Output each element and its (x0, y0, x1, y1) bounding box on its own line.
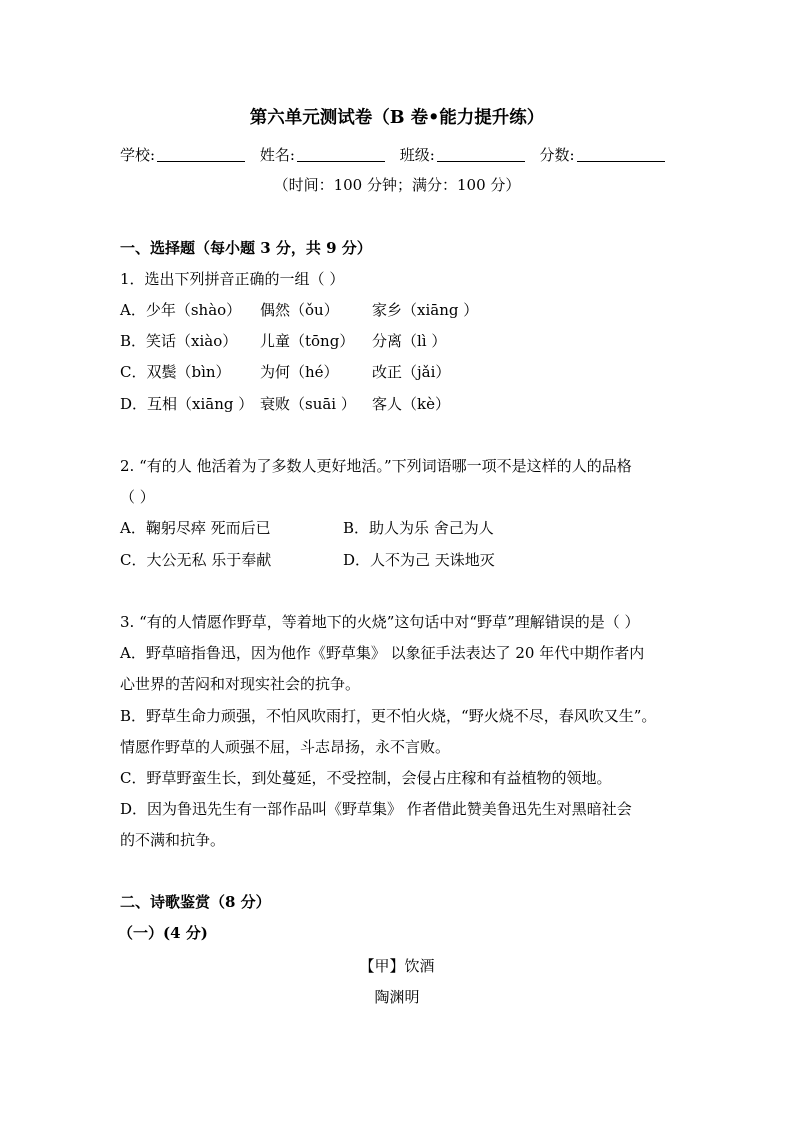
q2-option-d[interactable]: D．人不为己 天诛地灭 (343, 551, 495, 569)
poem-author: 陶渊明 (374, 988, 420, 1006)
q1-stem: 1．选出下列拼音正确的一组（ ） (120, 270, 345, 288)
name-blank[interactable] (297, 147, 385, 162)
class-field (400, 145, 525, 165)
score-field (540, 145, 665, 165)
section2-subheading: （一）(4 分) (118, 924, 208, 942)
page-title: 第六单元测试卷（B 卷•能力提升练） (249, 108, 545, 128)
q1-option-d-label: D． (120, 395, 148, 413)
class-blank[interactable] (437, 147, 525, 162)
q3-option-c-line1[interactable]: C．野草野蛮生长，到处蔓延，不受控制，会侵占庄稼和有益植物的领地。 (120, 769, 612, 787)
q3-stem: 3. “有的人情愿作野草，等着地下的火烧”这句话中对“野草”理解错误的是（ ） (120, 613, 640, 631)
q3-option-a-line1[interactable]: A．野草暗指鲁迅，因为他作《野草集》 以象征手法表达了 20 年代中期作者内 (120, 644, 645, 662)
q1-c-item2: 为何（hé） (260, 363, 339, 381)
score-blank[interactable] (577, 147, 665, 162)
class-label: 班级: (399, 146, 435, 164)
q3-option-d-line1[interactable]: D．因为鲁迅先生有一部作品叫《野草集》 作者借此赞美鲁迅先生对黑暗社会 (120, 800, 632, 818)
q1-d-item1: 互相（xiāng ） (147, 395, 254, 413)
name-label: 姓名: (259, 146, 295, 164)
q1-c-item3: 改正（jǎi） (372, 363, 451, 381)
q1-d-item2: 衰败（suāi ） (260, 395, 356, 413)
q2-option-a[interactable]: A．鞠躬尽瘁 死而后已 (120, 519, 271, 537)
q1-option-b-label: B． (120, 332, 147, 350)
section1-heading: 一、选择题（每小题 3 分，共 9 分） (120, 239, 372, 257)
q1-option-a-label: A． (120, 301, 146, 319)
q1-a-item3: 家乡（xiāng ） (372, 301, 479, 319)
section2-heading: 二、诗歌鉴赏（8 分） (120, 893, 271, 911)
q3-option-b-line2: 情愿作野草的人顽强不屈，斗志昂扬，永不言败。 (120, 738, 451, 756)
q1-option-a[interactable] (120, 300, 241, 320)
q1-option-c-label: C． (120, 363, 147, 381)
q2-stem-line1: 2. “有的人 他活着为了多数人更好地活。”下列词语哪一项不是这样的人的品格 (120, 457, 632, 475)
q1-option-b[interactable] (120, 331, 237, 351)
q3-option-a-line2: 心世界的苦闷和对现实社会的抗争。 (120, 675, 361, 693)
q1-a-item1: 少年（shào） (145, 301, 242, 319)
q3-option-d-line2: 的不满和抗争。 (120, 831, 226, 849)
q1-d-item3: 客人（kè） (372, 395, 450, 413)
time-note: （时间：100 分钟；满分：100 分） (273, 176, 521, 194)
q2-option-c[interactable]: C．大公无私 乐于奉献 (120, 551, 272, 569)
school-blank[interactable] (157, 147, 245, 162)
q2-option-b[interactable]: B．助人为乐 舍己为人 (343, 519, 494, 537)
q3-option-b-line1[interactable]: B．野草生命力顽强，不怕风吹雨打，更不怕火烧，“野火烧不尽，春风吹又生”。 (120, 707, 657, 725)
q1-b-item1: 笑话（xiào） (146, 332, 238, 350)
school-field (120, 145, 245, 165)
q1-c-item1: 双鬓（bìn） (146, 363, 231, 381)
q1-option-d[interactable] (120, 394, 253, 414)
q1-a-item2: 偶然（ǒu） (260, 301, 339, 319)
q1-b-item2: 儿童（tōng） (260, 332, 355, 350)
student-info-row (120, 145, 675, 165)
score-label: 分数: (539, 146, 575, 164)
school-label: 学校: (120, 146, 156, 164)
name-field (260, 145, 385, 165)
poem-title: 【甲】饮酒 (359, 957, 435, 975)
q1-b-item3: 分离（lì ） (372, 332, 447, 350)
q1-option-c[interactable] (120, 362, 231, 382)
q2-stem-line2: （ ） (120, 488, 155, 506)
